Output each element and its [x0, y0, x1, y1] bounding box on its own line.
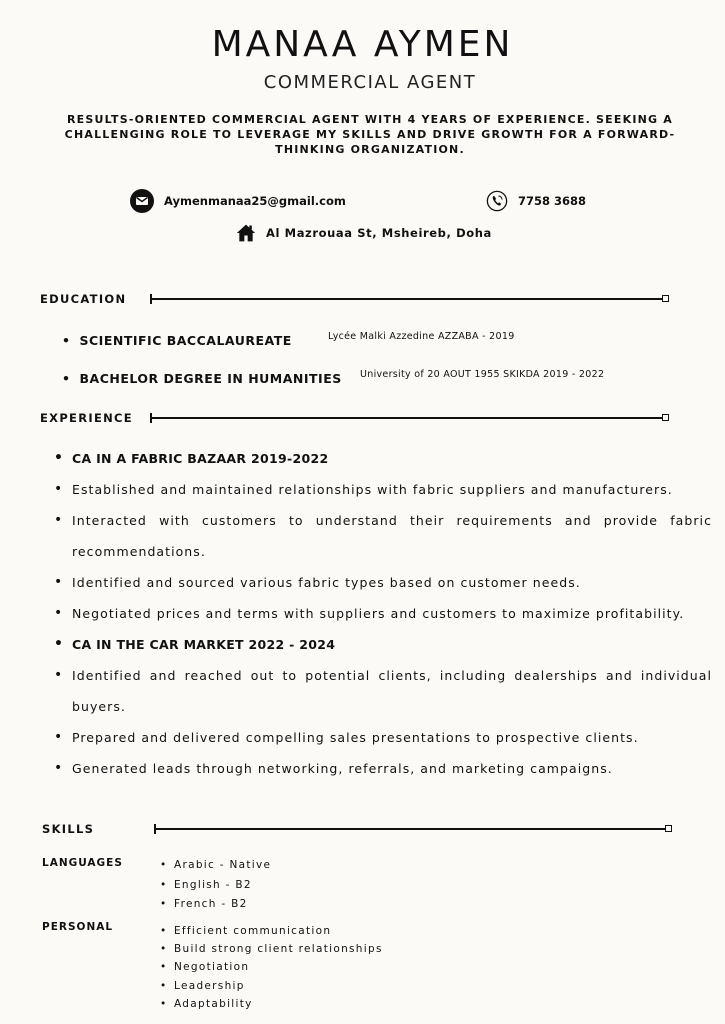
contact-address	[236, 223, 492, 243]
phone-icon	[486, 190, 508, 212]
personal-skill-item: • Efficient communication	[160, 922, 383, 940]
email-icon	[130, 189, 154, 213]
education-heading: EDUCATION	[40, 292, 127, 306]
email-text: Aymenmanaa25@gmail.com	[164, 194, 346, 208]
job-bullet: • Negotiated prices and terms with suppliers and customers to maximize profitability.	[54, 598, 712, 629]
education-institution: Lycée Malki Azzedine AZZABA - 2019	[328, 331, 515, 342]
contact-phone	[486, 190, 586, 212]
language-item: • French - B2	[160, 895, 271, 915]
phone-text: 7758 3688	[518, 194, 587, 208]
languages-label: LANGUAGES	[42, 857, 123, 869]
job-bullet: • Identified and reached out to potential clients, including dealerships and individual buyers.	[54, 660, 712, 722]
contact-email	[130, 189, 346, 213]
personal-skill-item: • Adaptability	[160, 995, 383, 1013]
job-bullet: • Prepared and delivered compelling sales presentations to prospective clients.	[54, 722, 712, 753]
skills-divider	[154, 823, 672, 835]
education-item	[62, 371, 342, 386]
experience-divider	[150, 412, 669, 424]
personal-skill-item: • Leadership	[160, 977, 383, 995]
job-bullet: • Interacted with customers to understand their requirements and provide fabric recommendations.	[54, 505, 712, 567]
job-bullet: • Identified and sourced various fabric types based on customer needs.	[54, 567, 712, 598]
education-item	[62, 333, 292, 348]
job-bullet: • Established and maintained relationships with fabric suppliers and manufacturers.	[54, 474, 712, 505]
experience-list	[54, 443, 712, 784]
language-item: • English - B2	[160, 876, 271, 896]
languages-list	[160, 856, 271, 915]
job-bullet: • Generated leads through networking, referrals, and marketing campaigns.	[54, 753, 712, 784]
personal-label: PERSONAL	[42, 921, 114, 933]
candidate-name: MANAA AYMEN	[211, 24, 514, 65]
skills-heading: SKILLS	[42, 822, 95, 836]
job-title: COMMERCIAL AGENT	[263, 72, 477, 93]
education-institution: University of 20 AOUT 1955 SKIKDA 2019 - 2022	[360, 369, 605, 380]
personal-skills-list	[160, 922, 383, 1013]
address-text: Al Mazrouaa St, Msheireb, Doha	[266, 226, 492, 240]
education-degree: • SCIENTIFIC BACCALAUREATE	[62, 333, 292, 348]
language-item: • Arabic - Native	[160, 856, 271, 876]
personal-skill-item: • Negotiation	[160, 958, 383, 976]
profile-summary: RESULTS-ORIENTED COMMERCIAL AGENT WITH 4 YEARS OF EXPERIENCE. SEEKING A CHALLENGING ROLE TO LEVERAGE MY SKILLS AND DRIVE GROWTH FOR A FORWARD-THINKING ORGANIZATION.	[64, 113, 676, 156]
home-icon	[236, 223, 256, 243]
education-divider	[150, 293, 669, 305]
job-title: • CA IN THE CAR MARKET 2022 - 2024	[54, 629, 712, 660]
education-degree: • BACHELOR DEGREE IN HUMANITIES	[62, 371, 342, 386]
experience-heading: EXPERIENCE	[40, 411, 133, 425]
personal-skill-item: • Build strong client relationships	[160, 940, 383, 958]
job-title: • CA IN A FABRIC BAZAAR 2019-2022	[54, 443, 712, 474]
